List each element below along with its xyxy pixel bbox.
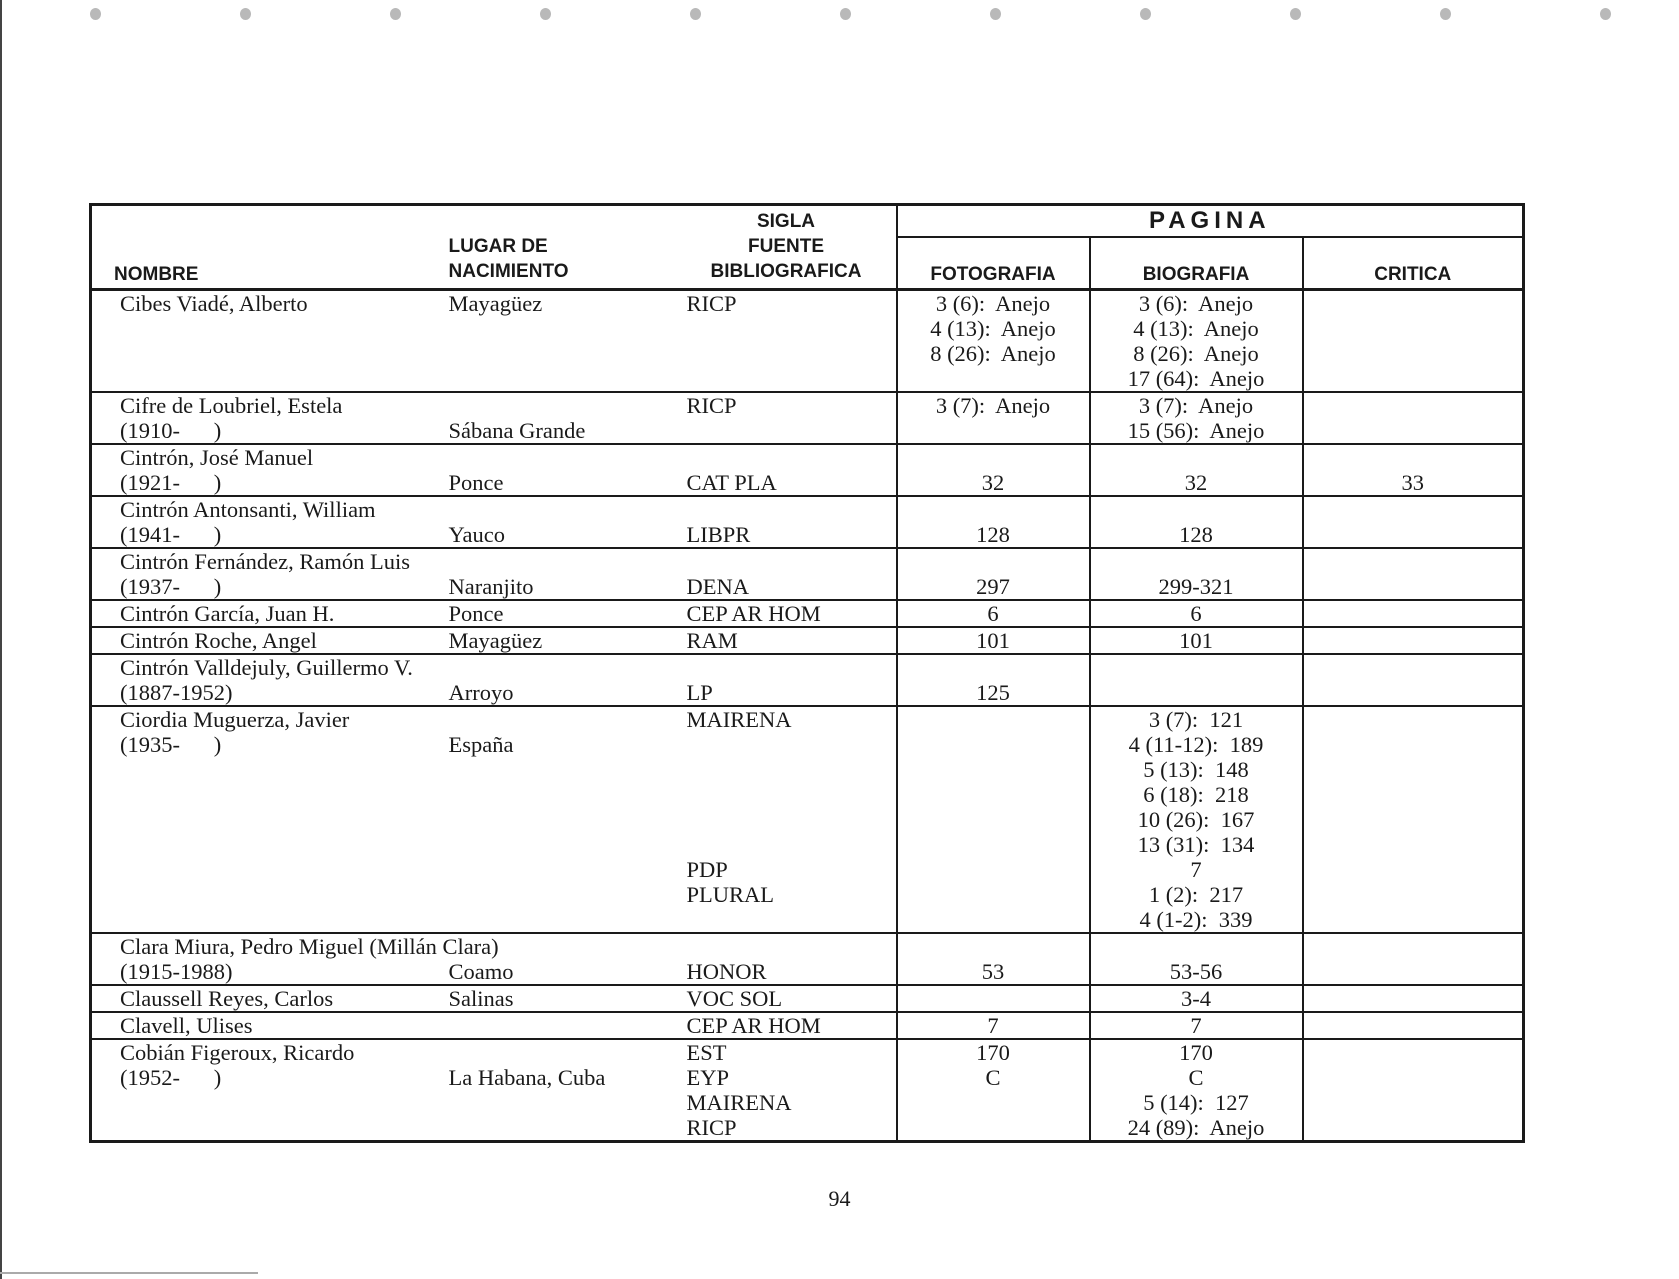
- cell-line: [898, 549, 1089, 574]
- lugar-cell: [449, 290, 677, 393]
- lugar-cell: [449, 1012, 677, 1039]
- cell-line: 10 (26): 167: [1137, 807, 1255, 832]
- cell-line: 17 (64): Anejo: [1127, 366, 1265, 391]
- table-row: [91, 290, 1524, 393]
- cell-line: [687, 807, 896, 832]
- cell-line: 3 (6): Anejo: [935, 291, 1051, 316]
- biografia-cell: [1090, 985, 1303, 1012]
- cell-line: 4 (1-2): 339: [1139, 907, 1253, 932]
- cell-line: 7: [1190, 857, 1202, 882]
- lugar-cell: [449, 600, 677, 627]
- cell-line: 3 (7): Anejo: [1138, 393, 1254, 418]
- binder-hole: [90, 8, 101, 20]
- table-row: [91, 1012, 1524, 1039]
- cell-line: (1935- ): [120, 732, 222, 757]
- cell-line: RICP: [686, 393, 737, 418]
- cell-line: Salinas: [448, 986, 514, 1011]
- critica-cell: [1303, 600, 1524, 627]
- cell-line: (1921- ): [120, 470, 222, 495]
- cell-line: RICP: [686, 291, 737, 316]
- cell-line: [687, 934, 896, 959]
- cell-line: 297: [976, 574, 1010, 599]
- cell-line: 128: [1179, 522, 1213, 547]
- cell-line: 4 (13): Anejo: [930, 316, 1056, 341]
- cell-line: (1910- ): [120, 418, 222, 443]
- critica-cell: [1303, 548, 1524, 600]
- left-margin-rule: [0, 0, 2, 1279]
- header-lugar-line: NACIMIENTO: [448, 261, 569, 282]
- cell-line: EYP: [686, 1065, 730, 1090]
- table-row: [91, 1039, 1524, 1142]
- nombre-cell: [91, 1039, 449, 1142]
- cell-line: LIBPR: [686, 522, 751, 547]
- cell-line: 8 (26): Anejo: [1133, 341, 1259, 366]
- biografia-cell: [1090, 444, 1303, 496]
- sigla-cell: [677, 1012, 897, 1039]
- biografia-cell: [1090, 290, 1303, 393]
- cell-line: [1091, 934, 1302, 959]
- sigla-cell: [677, 627, 897, 654]
- cell-line: Clavell, Ulises: [120, 1013, 253, 1038]
- header-sigla-line: BIBLIOGRAFICA: [710, 261, 862, 282]
- cell-line: Naranjito: [448, 574, 534, 599]
- cell-line: (1937- ): [120, 574, 222, 599]
- header-sigla-line: SIGLA: [756, 211, 816, 232]
- table-row: [91, 933, 1524, 985]
- cell-line: Mayagüez: [448, 628, 543, 653]
- cell-line: [687, 549, 896, 574]
- cell-line: 101: [1179, 628, 1213, 653]
- table-row: [91, 706, 1524, 933]
- cell-line: [1091, 549, 1302, 574]
- header-sigla-fuente: [677, 205, 897, 290]
- critica-cell: [1303, 290, 1524, 393]
- cell-line: [687, 832, 896, 857]
- fotografia-cell: [897, 548, 1090, 600]
- table-row: [91, 444, 1524, 496]
- cell-line: C: [1188, 1065, 1204, 1090]
- cell-line: España: [448, 732, 514, 757]
- sigla-cell: [677, 496, 897, 548]
- binder-holes: [60, 4, 1630, 28]
- biografia-cell: [1090, 1039, 1303, 1142]
- nombre-cell: [91, 548, 449, 600]
- header-lugar-nacimiento: [449, 205, 677, 290]
- cell-line: [1091, 497, 1302, 522]
- cell-line: 1 (2): 217: [1148, 882, 1244, 907]
- cell-line: 7: [1190, 1013, 1202, 1038]
- cell-line: 13 (31): 134: [1137, 832, 1255, 857]
- cell-line: Cifre de Loubriel, Estela: [120, 393, 343, 418]
- cell-line: Coamo: [448, 959, 514, 984]
- cell-line: 7: [987, 1013, 999, 1038]
- cell-line: (1915-1988): [120, 959, 233, 984]
- lugar-cell: [449, 444, 677, 496]
- lugar-cell: [449, 985, 677, 1012]
- cell-line: 4 (13): Anejo: [1133, 316, 1259, 341]
- fotografia-cell: [897, 933, 1090, 985]
- binder-hole: [390, 8, 401, 20]
- header-critica: CRITICA: [1303, 237, 1524, 290]
- cell-line: [449, 445, 677, 470]
- sigla-cell: [677, 444, 897, 496]
- cell-line: 5 (13): 148: [1143, 757, 1249, 782]
- cell-line: 128: [976, 522, 1010, 547]
- header-nombre: NOMBRE: [91, 205, 449, 290]
- cell-line: [449, 549, 677, 574]
- cell-line: MAIRENA: [686, 1090, 792, 1115]
- cell-line: [449, 1013, 677, 1038]
- cell-line: C: [985, 1065, 1001, 1090]
- cell-line: 6: [1190, 601, 1202, 626]
- cell-line: CEP AR HOM: [686, 1013, 821, 1038]
- critica-cell: [1303, 1012, 1524, 1039]
- cell-line: PDP: [686, 857, 728, 882]
- table-row: [91, 548, 1524, 600]
- cell-line: Claussell Reyes, Carlos: [120, 986, 334, 1011]
- cell-line: MAIRENA: [686, 707, 792, 732]
- cell-line: Ponce: [448, 470, 504, 495]
- cell-line: La Habana, Cuba: [448, 1065, 606, 1090]
- biografia-cell: [1090, 392, 1303, 444]
- lugar-cell: [449, 548, 677, 600]
- cell-line: LP: [686, 680, 713, 705]
- nombre-cell: [91, 627, 449, 654]
- cell-line: Cintrón Valldejuly, Guillermo V.: [120, 655, 413, 680]
- binder-hole: [540, 8, 551, 20]
- nombre-cell: [91, 290, 449, 393]
- cell-line: 299-321: [1158, 574, 1234, 599]
- cell-line: [898, 497, 1089, 522]
- cell-line: (1952- ): [120, 1065, 222, 1090]
- lugar-cell: [449, 706, 677, 933]
- biografia-cell: [1090, 1012, 1303, 1039]
- sigla-cell: [677, 933, 897, 985]
- table-row: [91, 496, 1524, 548]
- cell-line: 15 (56): Anejo: [1127, 418, 1265, 443]
- lugar-cell: [449, 392, 677, 444]
- nombre-cell: [91, 985, 449, 1012]
- cell-line: RAM: [686, 628, 738, 653]
- critica-cell: [1303, 654, 1524, 706]
- binder-hole: [1290, 8, 1301, 20]
- binder-hole: [990, 8, 1001, 20]
- critica-cell: [1303, 496, 1524, 548]
- header-biografia: BIOGRAFIA: [1090, 237, 1303, 290]
- cell-line: [449, 497, 677, 522]
- cell-line: Yauco: [448, 522, 505, 547]
- sigla-cell: [677, 654, 897, 706]
- header-fotografia: FOTOGRAFIA: [897, 237, 1090, 290]
- header-pagina: PAGINA: [897, 205, 1524, 238]
- biografia-cell: [1090, 654, 1303, 706]
- cell-line: Ciordia Muguerza, Javier: [120, 707, 350, 732]
- nombre-cell: [91, 600, 449, 627]
- cell-line: 3 (7): Anejo: [935, 393, 1051, 418]
- cell-line: (1887-1952): [120, 680, 233, 705]
- lugar-cell: [449, 654, 677, 706]
- cell-line: EST: [686, 1040, 727, 1065]
- cell-line: [687, 782, 896, 807]
- fotografia-cell: [897, 1012, 1090, 1039]
- binder-hole: [1600, 8, 1611, 20]
- fotografia-cell: [897, 654, 1090, 706]
- cell-line: 3-4: [1181, 986, 1211, 1011]
- biography-index-table: [89, 203, 1525, 1143]
- sigla-cell: [677, 290, 897, 393]
- fotografia-cell: [897, 1039, 1090, 1142]
- critica-cell: [1303, 933, 1524, 985]
- critica-cell: [1303, 706, 1524, 933]
- critica-cell: [1303, 1039, 1524, 1142]
- biografia-cell: [1090, 600, 1303, 627]
- cell-line: [687, 445, 896, 470]
- cell-line: 33: [1401, 470, 1425, 495]
- binder-hole: [690, 8, 701, 20]
- critica-cell: [1303, 627, 1524, 654]
- fotografia-cell: [897, 496, 1090, 548]
- cell-line: 24 (89): Anejo: [1127, 1115, 1265, 1140]
- cell-line: [449, 1040, 677, 1065]
- cell-line: 8 (26): Anejo: [930, 341, 1056, 366]
- nombre-cell: [91, 1012, 449, 1039]
- biografia-cell: [1090, 933, 1303, 985]
- cell-line: [449, 393, 677, 418]
- cell-line: Cintrón Roche, Angel: [120, 628, 317, 653]
- critica-cell: [1303, 392, 1524, 444]
- sigla-cell: [677, 392, 897, 444]
- binder-hole: [1440, 8, 1451, 20]
- table-row: [91, 600, 1524, 627]
- page-number: 94: [828, 1186, 851, 1211]
- cell-line: 125: [976, 680, 1010, 705]
- nombre-cell: [91, 392, 449, 444]
- cell-line: [898, 934, 1089, 959]
- cell-line: 5 (14): 127: [1143, 1090, 1249, 1115]
- cell-line: Cintrón, José Manuel: [120, 445, 314, 470]
- cell-line: [898, 445, 1089, 470]
- cell-line: [449, 655, 677, 680]
- cell-line: 3 (6): Anejo: [1138, 291, 1254, 316]
- cell-line: Cintrón García, Juan H.: [120, 601, 335, 626]
- cell-line: Mayagüez: [448, 291, 543, 316]
- sigla-cell: [677, 548, 897, 600]
- cell-line: 32: [1184, 470, 1208, 495]
- cell-line: Cibes Viadé, Alberto: [120, 291, 308, 316]
- critica-cell: [1303, 985, 1524, 1012]
- nombre-cell: [91, 706, 449, 933]
- cell-line: RICP: [686, 1115, 737, 1140]
- cell-line: 170: [1179, 1040, 1213, 1065]
- sigla-cell: [677, 600, 897, 627]
- cell-line: [687, 497, 896, 522]
- lugar-cell: [449, 496, 677, 548]
- cell-line: Cintrón Antonsanti, William: [120, 497, 376, 522]
- biografia-cell: [1090, 706, 1303, 933]
- fotografia-cell: [897, 392, 1090, 444]
- cell-line: (1941- ): [120, 522, 222, 547]
- fotografia-cell: [897, 444, 1090, 496]
- cell-line: [449, 707, 677, 732]
- cell-line: 101: [976, 628, 1010, 653]
- nombre-cell: [91, 496, 449, 548]
- cell-line: 4 (11-12): 189: [1128, 732, 1264, 757]
- cell-line: 6 (18): 218: [1143, 782, 1249, 807]
- header-lugar-line: LUGAR DE: [448, 236, 548, 257]
- binder-hole: [1140, 8, 1151, 20]
- cell-line: 6: [987, 601, 999, 626]
- fotografia-cell: [897, 290, 1090, 393]
- sigla-cell: [677, 706, 897, 933]
- cell-line: CAT PLA: [686, 470, 777, 495]
- fotografia-cell: [897, 706, 1090, 933]
- lugar-cell: [449, 627, 677, 654]
- cell-line: VOC SOL: [686, 986, 783, 1011]
- nombre-cell: [91, 654, 449, 706]
- cell-line: [687, 732, 896, 757]
- cell-line: Cintrón Fernández, Ramón Luis: [120, 549, 410, 574]
- bottom-margin-rule: [0, 1272, 258, 1274]
- cell-line: PLURAL: [686, 882, 775, 907]
- cell-line: 53: [981, 959, 1005, 984]
- cell-line: 53-56: [1169, 959, 1223, 984]
- critica-cell: [1303, 444, 1524, 496]
- fotografia-cell: [897, 600, 1090, 627]
- cell-line: CEP AR HOM: [686, 601, 821, 626]
- cell-line: [898, 655, 1089, 680]
- cell-line: 3 (7): 121: [1148, 707, 1244, 732]
- table-row: [91, 627, 1524, 654]
- table-row: [91, 985, 1524, 1012]
- header-sigla-line: FUENTE: [748, 236, 824, 257]
- cell-line: [687, 655, 896, 680]
- biografia-cell: [1090, 548, 1303, 600]
- biografia-cell: [1090, 496, 1303, 548]
- binder-hole: [240, 8, 251, 20]
- cell-line: Arroyo: [448, 680, 514, 705]
- cell-line: [687, 757, 896, 782]
- table-row: [91, 392, 1524, 444]
- fotografia-cell: [897, 985, 1090, 1012]
- cell-line: Ponce: [448, 601, 504, 626]
- cell-line: 32: [981, 470, 1005, 495]
- lugar-cell: [449, 1039, 677, 1142]
- cell-line: DENA: [686, 574, 749, 599]
- cell-line: Clara Miura, Pedro Miguel (Millán Clara): [120, 934, 499, 959]
- fotografia-cell: [897, 627, 1090, 654]
- binder-hole: [840, 8, 851, 20]
- cell-line: [1091, 445, 1302, 470]
- sigla-cell: [677, 1039, 897, 1142]
- nombre-cell: [91, 444, 449, 496]
- cell-line: Cobián Figeroux, Ricardo: [120, 1040, 355, 1065]
- cell-line: [1304, 445, 1523, 470]
- cell-line: HONOR: [686, 959, 767, 984]
- cell-line: 170: [976, 1040, 1010, 1065]
- cell-line: Sábana Grande: [448, 418, 586, 443]
- sigla-cell: [677, 985, 897, 1012]
- biografia-cell: [1090, 627, 1303, 654]
- table-row: [91, 654, 1524, 706]
